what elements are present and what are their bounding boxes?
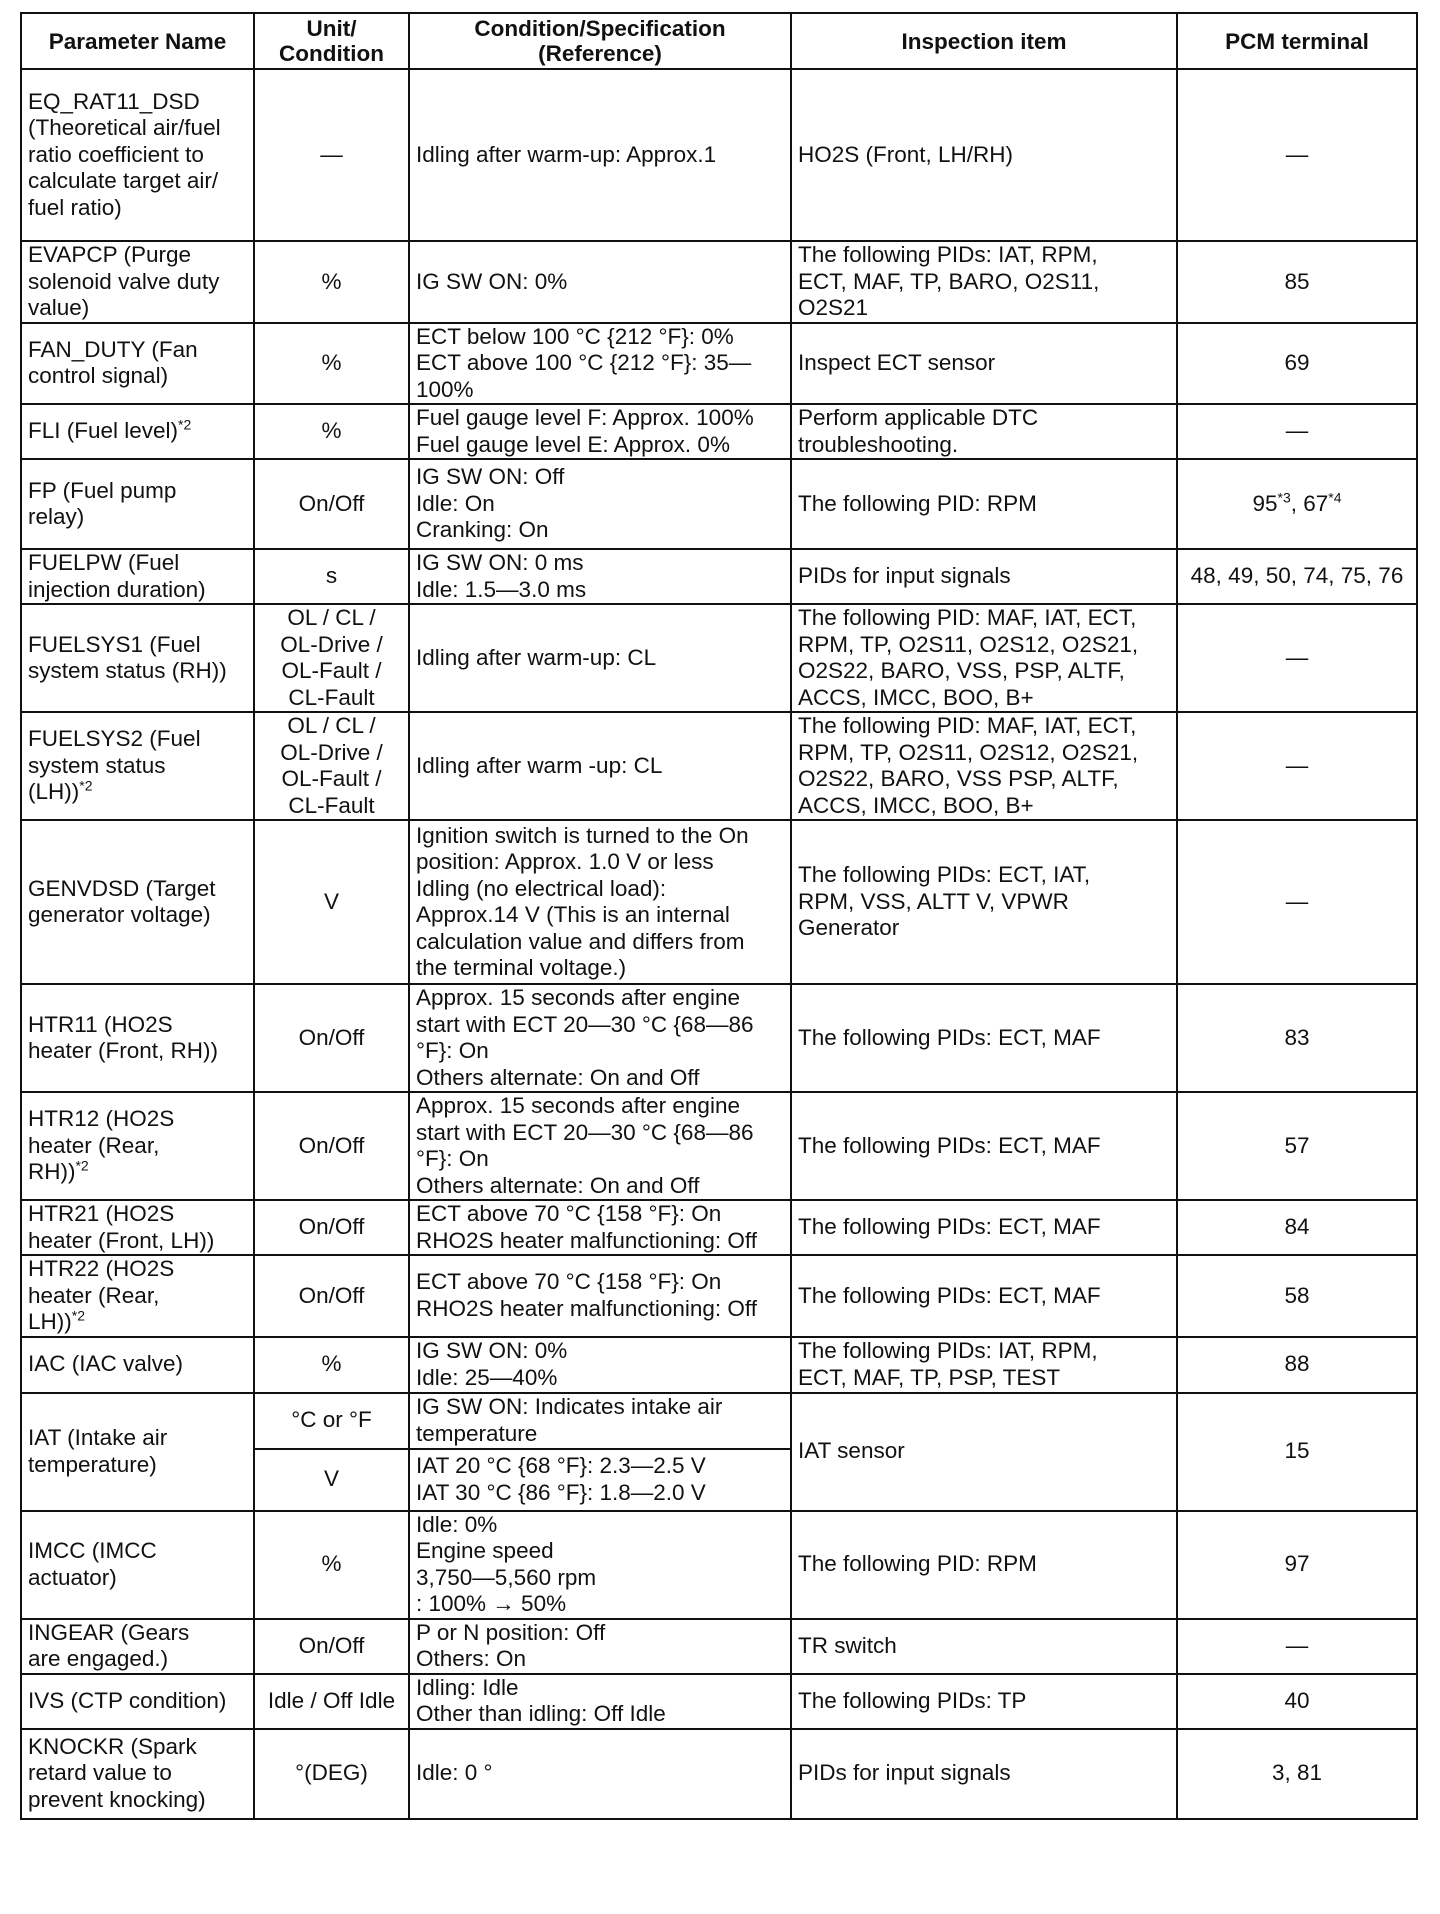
table-row: [21, 984, 1417, 1092]
parameter-name-cell: FP (Fuel pump relay): [21, 459, 254, 549]
parameter-name-cell: GENVDSD (Target generator voltage): [21, 820, 254, 984]
header-inspection-item: Inspection item: [791, 13, 1177, 69]
table-row: [21, 404, 1417, 459]
unit-cell: V: [254, 1449, 409, 1511]
condition-cell: Approx. 15 seconds after engine start with ECT 20—30 °C {68—86 °F}: On Others alternate: On and Off: [409, 984, 791, 1092]
parameter-name-cell: KNOCKR (Spark retard value to prevent knocking): [21, 1729, 254, 1819]
table-row: [21, 1393, 1417, 1449]
table-row: [21, 1337, 1417, 1393]
inspection-item-cell: The following PID: RPM: [791, 459, 1177, 549]
inspection-item-cell: Perform applicable DTC troubleshooting.: [791, 404, 1177, 459]
pcm-terminal-cell: 85: [1177, 241, 1417, 323]
parameter-name-cell: HTR12 (HO2S heater (Rear, RH))$^{*2}$: [21, 1092, 254, 1200]
condition-cell: Approx. 15 seconds after engine start with ECT 20—30 °C {68—86 °F}: On Others alternate: On and Off: [409, 1092, 791, 1200]
pcm-terminal-cell: —: [1177, 820, 1417, 984]
unit-cell: On/Off: [254, 1200, 409, 1255]
inspection-item-cell: The following PID: MAF, IAT, ECT, RPM, TP, O2S11, O2S12, O2S21, O2S22, BARO, VSS PSP, ALTF, ACCS, IMCC, BOO, B+: [791, 712, 1177, 820]
inspection-item-cell: PIDs for input signals: [791, 549, 1177, 604]
pcm-terminal-cell: 3, 81: [1177, 1729, 1417, 1819]
inspection-item-cell: The following PIDs: ECT, IAT, RPM, VSS, ALTT V, VPWR Generator: [791, 820, 1177, 984]
pcm-terminal-cell: 58: [1177, 1255, 1417, 1337]
condition-cell: Idling: Idle Other than idling: Off Idle: [409, 1674, 791, 1729]
table-row: [21, 549, 1417, 604]
pcm-terminal-cell: 97: [1177, 1511, 1417, 1619]
header-unit-condition: Unit/ Condition: [254, 13, 409, 69]
inspection-item-cell: The following PIDs: ECT, MAF: [791, 1255, 1177, 1337]
parameter-name-cell: IAT (Intake air temperature): [21, 1393, 254, 1511]
parameter-name-cell: FUELSYS1 (Fuel system status (RH)): [21, 604, 254, 712]
inspection-item-cell: PIDs for input signals: [791, 1729, 1177, 1819]
unit-cell: On/Off: [254, 1092, 409, 1200]
condition-cell: IG SW ON: 0%: [409, 241, 791, 323]
table-row: [21, 1200, 1417, 1255]
unit-cell: On/Off: [254, 984, 409, 1092]
pcm-terminal-cell: 83: [1177, 984, 1417, 1092]
pcm-terminal-cell: —: [1177, 404, 1417, 459]
condition-cell: ECT above 70 °C {158 °F}: On RHO2S heater malfunctioning: Off: [409, 1255, 791, 1337]
unit-cell: %: [254, 1511, 409, 1619]
parameter-name-cell: EQ_RAT11_DSD (Theoretical air/fuel ratio coefficient to calculate target air/ fuel ratio): [21, 69, 254, 241]
unit-cell: On/Off: [254, 459, 409, 549]
header-condition-specification: Condition/Specification (Reference): [409, 13, 791, 69]
pcm-terminal-cell: —: [1177, 712, 1417, 820]
inspection-item-cell: HO2S (Front, LH/RH): [791, 69, 1177, 241]
condition-cell: Ignition switch is turned to the On position: Approx. 1.0 V or less Idling (no electrical load): Approx.14 V (This is an internal calculation value and differs from the terminal voltage.): [409, 820, 791, 984]
parameter-name-cell: FUELPW (Fuel injection duration): [21, 549, 254, 604]
pcm-terminal-cell: 84: [1177, 1200, 1417, 1255]
inspection-item-cell: The following PIDs: IAT, RPM, ECT, MAF, TP, BARO, O2S11, O2S21: [791, 241, 1177, 323]
inspection-item-cell: The following PIDs: ECT, MAF: [791, 1200, 1177, 1255]
condition-cell: IG SW ON: 0% Idle: 25—40%: [409, 1337, 791, 1393]
pcm-terminal-cell: 95$^{*3}$, 67$^{*4}$: [1177, 459, 1417, 549]
condition-cell: Idling after warm-up: CL: [409, 604, 791, 712]
inspection-item-cell: TR switch: [791, 1619, 1177, 1674]
table-row: [21, 241, 1417, 323]
table-row: [21, 1511, 1417, 1619]
unit-cell: %: [254, 404, 409, 459]
condition-cell: Idling after warm-up: Approx.1: [409, 69, 791, 241]
table-row: [21, 820, 1417, 984]
inspection-item-cell: The following PID: MAF, IAT, ECT, RPM, TP, O2S11, O2S12, O2S21, O2S22, BARO, VSS, PSP, ALTF, ACCS, IMCC, BOO, B+: [791, 604, 1177, 712]
unit-cell: °C or °F: [254, 1393, 409, 1449]
parameter-name-cell: FUELSYS2 (Fuel system status (LH))$^{*2}$: [21, 712, 254, 820]
parameter-name-cell: EVAPCP (Purge solenoid valve duty value): [21, 241, 254, 323]
table-row: [21, 323, 1417, 405]
condition-cell: IG SW ON: Off Idle: On Cranking: On: [409, 459, 791, 549]
inspection-item-cell: The following PIDs: IAT, RPM, ECT, MAF, TP, PSP, TEST: [791, 1337, 1177, 1393]
pcm-terminal-cell: 57: [1177, 1092, 1417, 1200]
table-row: [21, 604, 1417, 712]
inspection-item-cell: IAT sensor: [791, 1393, 1177, 1511]
spec-page: [20, 12, 1416, 1820]
table-row: [21, 1092, 1417, 1200]
pcm-terminal-cell: 88: [1177, 1337, 1417, 1393]
unit-cell: %: [254, 323, 409, 405]
inspection-item-cell: The following PIDs: ECT, MAF: [791, 1092, 1177, 1200]
pcm-terminal-cell: —: [1177, 1619, 1417, 1674]
condition-cell: ECT above 70 °C {158 °F}: On RHO2S heater malfunctioning: Off: [409, 1200, 791, 1255]
unit-cell: OL / CL / OL-Drive / OL-Fault / CL-Fault: [254, 604, 409, 712]
inspection-item-cell: The following PIDs: TP: [791, 1674, 1177, 1729]
unit-cell: OL / CL / OL-Drive / OL-Fault / CL-Fault: [254, 712, 409, 820]
condition-cell: P or N position: Off Others: On: [409, 1619, 791, 1674]
header-parameter-name: Parameter Name: [21, 13, 254, 69]
header-pcm-terminal: PCM terminal: [1177, 13, 1417, 69]
inspection-item-cell: The following PIDs: ECT, MAF: [791, 984, 1177, 1092]
condition-cell: Idle: 0% Engine speed 3,750—5,560 rpm : 100% → 50%: [409, 1511, 791, 1619]
unit-cell: Idle / Off Idle: [254, 1674, 409, 1729]
condition-cell: Idling after warm -up: CL: [409, 712, 791, 820]
condition-cell: ECT below 100 °C {212 °F}: 0% ECT above 100 °C {212 °F}: 35— 100%: [409, 323, 791, 405]
unit-cell: %: [254, 1337, 409, 1393]
table-row: [21, 1255, 1417, 1337]
pcm-terminal-cell: 40: [1177, 1674, 1417, 1729]
unit-cell: °(DEG): [254, 1729, 409, 1819]
pcm-terminal-cell: 48, 49, 50, 74, 75, 76: [1177, 549, 1417, 604]
table-row: [21, 712, 1417, 820]
unit-cell: On/Off: [254, 1619, 409, 1674]
parameter-name-cell: HTR21 (HO2S heater (Front, LH)): [21, 1200, 254, 1255]
inspection-item-cell: The following PID: RPM: [791, 1511, 1177, 1619]
parameter-name-cell: INGEAR (Gears are engaged.): [21, 1619, 254, 1674]
parameter-name-cell: IAC (IAC valve): [21, 1337, 254, 1393]
unit-cell: On/Off: [254, 1255, 409, 1337]
unit-cell: —: [254, 69, 409, 241]
pcm-terminal-cell: —: [1177, 604, 1417, 712]
inspection-item-cell: Inspect ECT sensor: [791, 323, 1177, 405]
condition-cell: IAT 20 °C {68 °F}: 2.3—2.5 V IAT 30 °C {86 °F}: 1.8—2.0 V: [409, 1449, 791, 1511]
parameter-name-cell: FAN_DUTY (Fan control signal): [21, 323, 254, 405]
pcm-terminal-cell: 69: [1177, 323, 1417, 405]
unit-cell: %: [254, 241, 409, 323]
pcm-terminal-cell: 15: [1177, 1393, 1417, 1511]
table-row: [21, 1729, 1417, 1819]
unit-cell: V: [254, 820, 409, 984]
table-row: [21, 459, 1417, 549]
pcm-terminal-cell: —: [1177, 69, 1417, 241]
condition-cell: IG SW ON: 0 ms Idle: 1.5—3.0 ms: [409, 549, 791, 604]
parameter-name-cell: FLI (Fuel level)$^{*2}$: [21, 404, 254, 459]
table-row: [21, 1619, 1417, 1674]
parameter-name-cell: IMCC (IMCC actuator): [21, 1511, 254, 1619]
pid-spec-table: [20, 12, 1418, 1820]
condition-cell: IG SW ON: Indicates intake air temperature: [409, 1393, 791, 1449]
table-row: [21, 69, 1417, 241]
condition-cell: Fuel gauge level F: Approx. 100% Fuel gauge level E: Approx. 0%: [409, 404, 791, 459]
parameter-name-cell: IVS (CTP condition): [21, 1674, 254, 1729]
table-row: [21, 1674, 1417, 1729]
parameter-name-cell: HTR11 (HO2S heater (Front, RH)): [21, 984, 254, 1092]
unit-cell: s: [254, 549, 409, 604]
condition-cell: Idle: 0 °: [409, 1729, 791, 1819]
parameter-name-cell: HTR22 (HO2S heater (Rear, LH))$^{*2}$: [21, 1255, 254, 1337]
header-row: [21, 13, 1417, 69]
